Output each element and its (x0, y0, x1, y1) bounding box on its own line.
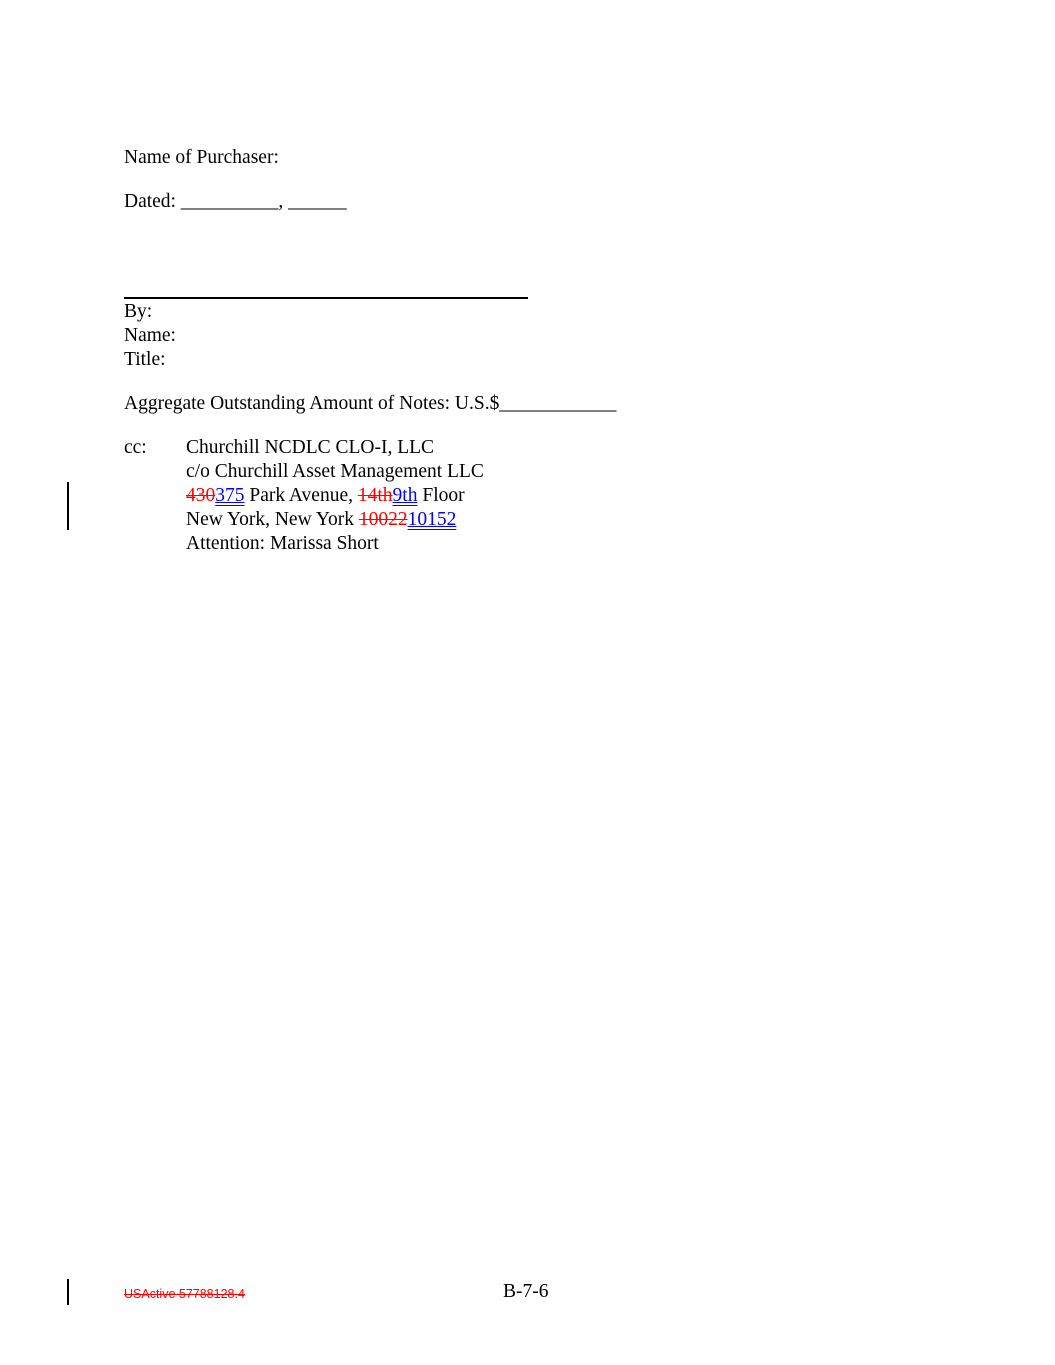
inserted-zip: 10152 (407, 509, 457, 530)
street-text: Park Avenue, (244, 485, 358, 506)
inserted-floor: 9th (392, 485, 418, 506)
change-bar-footer (67, 1279, 69, 1305)
dated-line: Dated: __________, ______ (124, 191, 347, 212)
footer-document-id: USActive 57788128.4 (124, 1287, 245, 1301)
cc-company-line: Churchill NCDLC CLO-I, LLC (186, 437, 435, 458)
deleted-floor: 14th (357, 485, 393, 506)
change-bar-address (67, 482, 69, 530)
page-number: B-7-6 (503, 1281, 549, 1302)
signature-line (124, 297, 528, 299)
cc-address-line (186, 484, 465, 508)
cc-label: cc: (124, 437, 147, 458)
title-label: Title: (124, 349, 166, 370)
floor-text: Floor (417, 485, 465, 506)
cc-care-of-line: c/o Churchill Asset Management LLC (186, 461, 484, 482)
deleted-zip: 10022 (358, 509, 408, 530)
city-text: New York, New York (186, 509, 359, 530)
name-label: Name: (124, 325, 176, 346)
purchaser-name-label: Name of Purchaser: (124, 147, 279, 168)
by-label: By: (124, 301, 153, 322)
cc-city-line (186, 508, 456, 532)
cc-attention-line: Attention: Marissa Short (186, 533, 379, 554)
inserted-street-number: 375 (215, 485, 245, 506)
deleted-street-number: 430 (186, 485, 216, 506)
aggregate-amount-line: Aggregate Outstanding Amount of Notes: U.S.$____________ (124, 393, 617, 414)
